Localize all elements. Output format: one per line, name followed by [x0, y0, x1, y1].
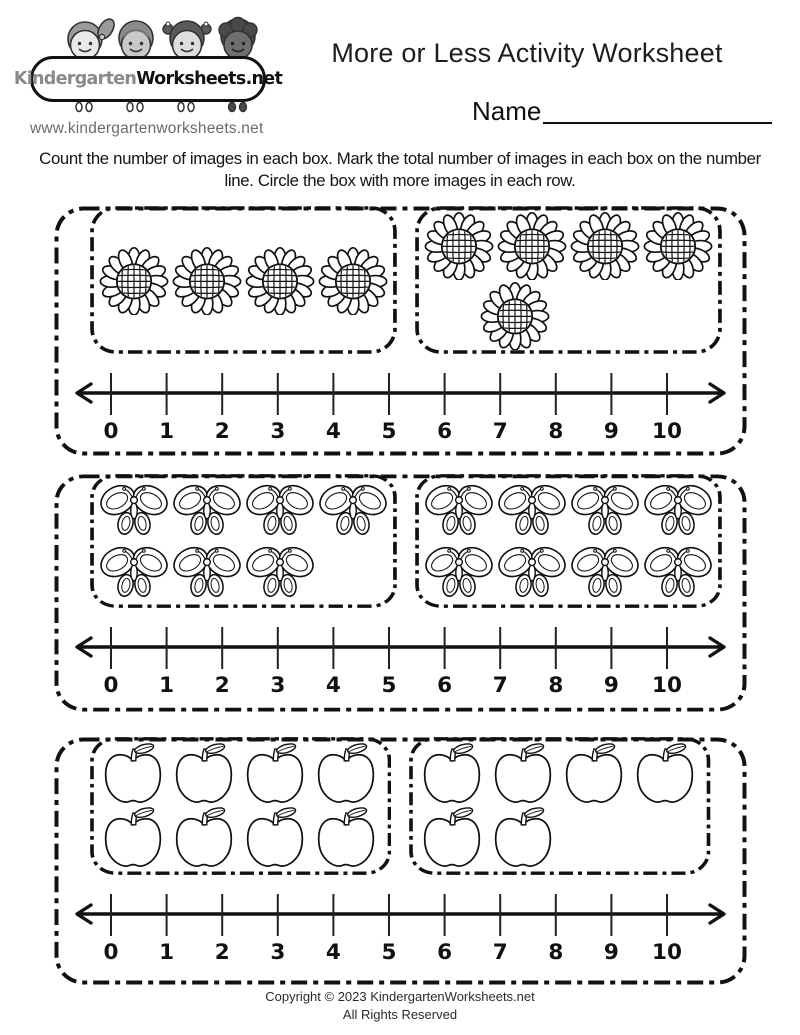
logo-block	[13, 12, 283, 138]
butterfly-icon	[496, 479, 568, 541]
image-box-left	[90, 474, 397, 608]
icon-group	[90, 206, 397, 354]
number-line-label: 6	[436, 940, 452, 965]
icon-group	[90, 737, 392, 875]
number-line-label: 3	[269, 419, 285, 444]
apple-icon	[630, 742, 700, 806]
icon-group	[409, 737, 711, 875]
number-line-label: 3	[269, 940, 285, 965]
number-line-label: 4	[325, 940, 341, 965]
butterfly-icon	[171, 541, 243, 603]
number-line-svg	[62, 367, 739, 443]
sunflower-icon	[244, 245, 316, 315]
butterfly-icon	[171, 479, 243, 541]
butterfly-icon	[317, 479, 389, 541]
number-line-label: 1	[158, 419, 174, 444]
name-underline	[543, 96, 772, 124]
number-line-label: 8	[547, 940, 563, 965]
instructions-text: Count the number of images in each box. Mark the total number of images in each box on the number line. Circle the box with more images in each row.	[39, 149, 761, 191]
image-box-right	[409, 737, 711, 875]
logo-text-gray: Kindergarten	[13, 69, 137, 89]
butterfly-icon	[244, 479, 316, 541]
icon-group	[415, 206, 722, 354]
apple-icon	[417, 806, 487, 870]
apple-icon	[98, 742, 168, 806]
sunflower-icon	[317, 245, 389, 315]
apple-icon	[98, 806, 168, 870]
number-line-label: 4	[325, 673, 341, 698]
name-field	[472, 96, 772, 124]
website-url: www.kindergartenworksheets.net	[30, 120, 264, 137]
number-line-label: 8	[547, 419, 563, 444]
number-line-label: 6	[436, 673, 452, 698]
header-right	[282, 12, 772, 138]
butterfly-icon	[569, 541, 641, 603]
name-label: Name	[472, 96, 542, 126]
number-line-label: 8	[547, 673, 563, 698]
number-line-label: 0	[103, 419, 118, 444]
sunflower-icon	[98, 245, 170, 315]
sunflower-icon	[569, 210, 641, 280]
butterfly-icon	[244, 541, 316, 603]
sunflower-icon	[642, 210, 714, 280]
butterfly-icon	[496, 541, 568, 603]
image-boxes	[90, 737, 711, 875]
apple-icon	[488, 806, 558, 870]
page-title: More or Less Activity Worksheet	[331, 38, 723, 68]
butterfly-icon	[642, 541, 714, 603]
number-line-label: 5	[381, 940, 396, 965]
apple-icon	[311, 806, 381, 870]
number-line	[62, 367, 739, 443]
number-line-label: 9	[603, 673, 619, 698]
number-line-label: 10	[651, 419, 682, 444]
logo-banner	[13, 56, 283, 102]
image-box-left	[90, 206, 397, 354]
image-boxes	[90, 206, 711, 354]
butterfly-icon	[423, 479, 495, 541]
copyright-line: Copyright © 2023 KindergartenWorksheets.net	[265, 989, 535, 1005]
butterfly-icon	[98, 479, 170, 541]
butterfly-icon	[423, 541, 495, 603]
number-line-label: 3	[269, 673, 285, 698]
number-line-label: 7	[492, 940, 508, 965]
number-line-svg	[62, 621, 739, 697]
butterfly-icon	[98, 541, 170, 603]
apple-icon	[240, 806, 310, 870]
image-box-left	[90, 737, 392, 875]
number-line-label: 0	[103, 940, 118, 965]
sunflower-icon	[479, 280, 551, 350]
sunflower-icon	[423, 210, 495, 280]
number-line-label: 4	[325, 419, 341, 444]
apple-icon	[169, 806, 239, 870]
number-line-svg	[62, 888, 739, 964]
site-logo	[13, 12, 283, 116]
number-line-label: 9	[603, 419, 619, 444]
number-line-label: 5	[381, 673, 396, 698]
apple-icon	[169, 742, 239, 806]
logo-text-black: Worksheets.net	[136, 69, 283, 89]
rights-line: All Rights Reserved	[342, 1006, 458, 1022]
number-line-label: 0	[103, 673, 118, 698]
number-line	[62, 888, 739, 964]
number-line-label: 10	[651, 673, 682, 698]
number-line-label: 7	[492, 673, 508, 698]
footer	[0, 988, 800, 1023]
number-line-label: 5	[381, 419, 396, 444]
number-line-label: 1	[158, 673, 174, 698]
butterfly-icon	[642, 479, 714, 541]
number-line-label: 7	[492, 419, 508, 444]
activity-row-sunflowers	[54, 206, 747, 456]
number-line-label: 2	[214, 940, 230, 965]
image-box-right	[415, 206, 722, 354]
apple-icon	[488, 742, 558, 806]
number-line-label: 6	[436, 419, 452, 444]
number-line	[62, 621, 739, 697]
icon-group	[90, 474, 397, 608]
butterfly-icon	[569, 479, 641, 541]
apple-icon	[240, 742, 310, 806]
number-line-label: 10	[651, 940, 682, 965]
activity-row-butterflies	[54, 474, 747, 712]
header	[0, 12, 800, 138]
apple-icon	[417, 742, 487, 806]
activity-row-apples	[54, 737, 747, 985]
apple-icon	[311, 742, 381, 806]
number-line-label: 2	[214, 673, 230, 698]
icon-group	[415, 474, 722, 608]
number-line-label: 9	[603, 940, 619, 965]
sunflower-icon	[496, 210, 568, 280]
apple-icon	[559, 742, 629, 806]
number-line-label: 2	[214, 419, 230, 444]
image-box-right	[415, 474, 722, 608]
number-line-label: 1	[158, 940, 174, 965]
sunflower-icon	[171, 245, 243, 315]
image-boxes	[90, 474, 711, 608]
